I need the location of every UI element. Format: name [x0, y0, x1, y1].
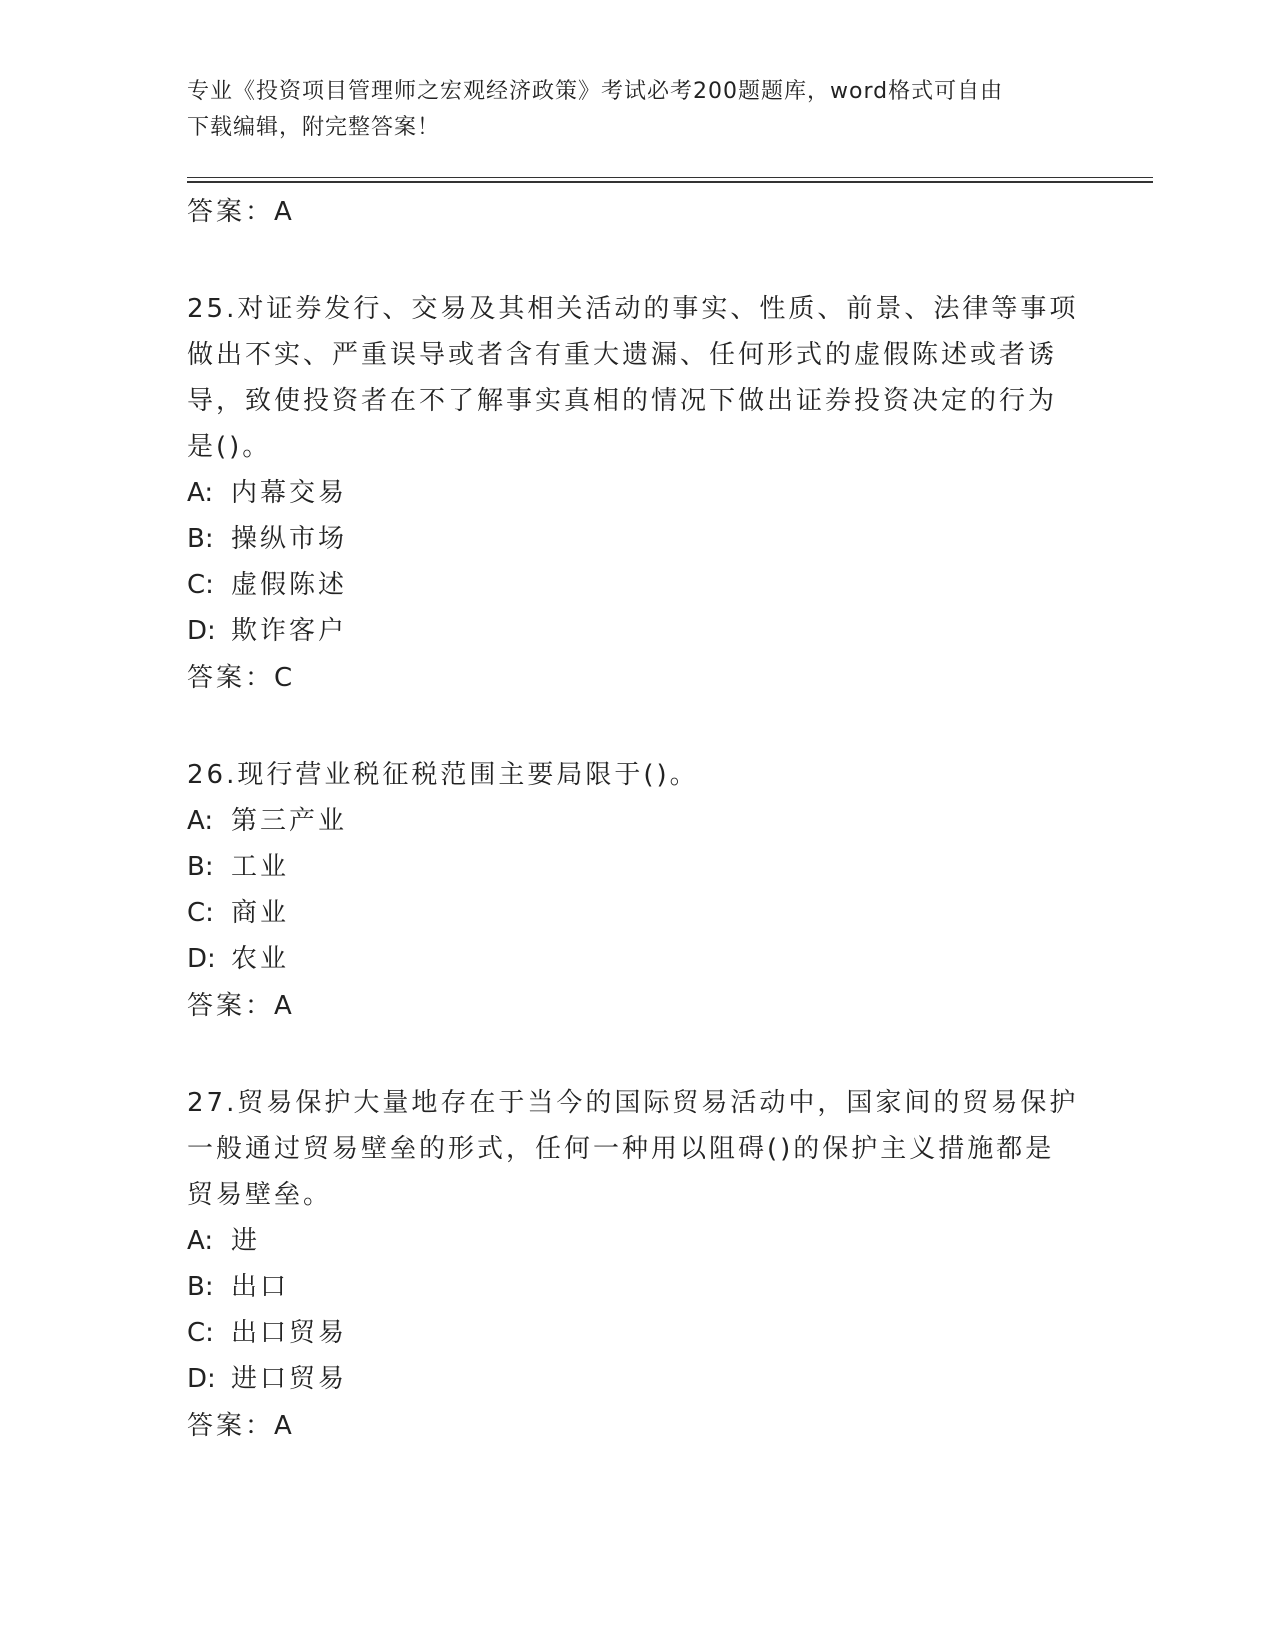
option-letter: C:	[187, 570, 214, 600]
question-text	[187, 1080, 1087, 1218]
header-divider	[187, 181, 1153, 183]
option-letter: A:	[187, 806, 214, 836]
option-d	[187, 608, 1087, 654]
question-block	[187, 752, 1087, 1030]
option-letter: B:	[187, 524, 214, 554]
question-text	[187, 286, 1087, 470]
answer-line	[187, 188, 1087, 236]
option-text: 内幕交易	[231, 478, 348, 508]
question-line: 一般通过贸易壁垒的形式，任何一种用以阻碍()的保护主义措施都是	[187, 1134, 1055, 1164]
question-line: 27.贸易保护大量地存在于当今的国际贸易活动中，国家间的贸易保护	[187, 1088, 1079, 1118]
answer-label: 答案：	[187, 1411, 275, 1441]
question-line: 25.对证券发行、交易及其相关活动的事实、性质、前景、法律等事项	[187, 294, 1079, 324]
option-a	[187, 798, 1087, 844]
question-line: 贸易壁垒。	[187, 1180, 333, 1210]
question-line: 导，致使投资者在不了解事实真相的情况下做出证券投资决定的行为	[187, 386, 1058, 416]
answer-label: 答案：	[187, 991, 275, 1021]
option-letter: C:	[187, 1318, 214, 1348]
answer-line	[187, 982, 1087, 1030]
option-letter: D:	[187, 1364, 216, 1394]
option-text: 出口	[231, 1272, 290, 1302]
option-text: 工业	[231, 852, 290, 882]
option-letter: D:	[187, 944, 216, 974]
option-b	[187, 844, 1087, 890]
answer-value: A	[274, 197, 294, 227]
answer-value: A	[274, 991, 294, 1021]
option-d	[187, 936, 1087, 982]
option-a	[187, 470, 1087, 516]
question-block	[187, 286, 1087, 702]
option-letter: C:	[187, 898, 214, 928]
question-line: 26.现行营业税征税范围主要局限于()。	[187, 760, 699, 790]
question-block	[187, 1080, 1087, 1450]
header-divider	[187, 177, 1153, 178]
option-c	[187, 890, 1087, 936]
option-b	[187, 1264, 1087, 1310]
header-line: 下载编辑，附完整答案！	[187, 115, 441, 140]
option-text: 出口贸易	[231, 1318, 348, 1348]
option-letter: A:	[187, 478, 214, 508]
option-text: 操纵市场	[231, 524, 348, 554]
answer-label: 答案：	[187, 197, 275, 227]
option-letter: A:	[187, 1226, 214, 1256]
option-c	[187, 562, 1087, 608]
option-text: 第三产业	[231, 806, 348, 836]
answer-line	[187, 654, 1087, 702]
answer-value: A	[274, 1411, 294, 1441]
header-line: 专业《投资项目管理师之宏观经济政策》考试必考200题题库，word格式可自由	[187, 79, 1004, 104]
option-text: 进口贸易	[231, 1364, 348, 1394]
question-line: 是()。	[187, 432, 272, 462]
option-text: 欺诈客户	[231, 616, 348, 646]
question-text	[187, 752, 1087, 798]
option-text: 商业	[231, 898, 290, 928]
option-a	[187, 1218, 1087, 1264]
page-header	[187, 74, 1067, 146]
option-text: 农业	[231, 944, 290, 974]
exam-content	[187, 188, 1087, 1450]
answer-label: 答案：	[187, 663, 275, 693]
option-b	[187, 516, 1087, 562]
option-text: 虚假陈述	[231, 570, 348, 600]
option-letter: D:	[187, 616, 216, 646]
answer-value: C	[274, 663, 295, 693]
option-letter: B:	[187, 1272, 214, 1302]
option-c	[187, 1310, 1087, 1356]
question-line: 做出不实、严重误导或者含有重大遗漏、任何形式的虚假陈述或者诱	[187, 340, 1058, 370]
option-d	[187, 1356, 1087, 1402]
option-text: 进	[231, 1226, 261, 1256]
option-letter: B:	[187, 852, 214, 882]
answer-line	[187, 1402, 1087, 1450]
